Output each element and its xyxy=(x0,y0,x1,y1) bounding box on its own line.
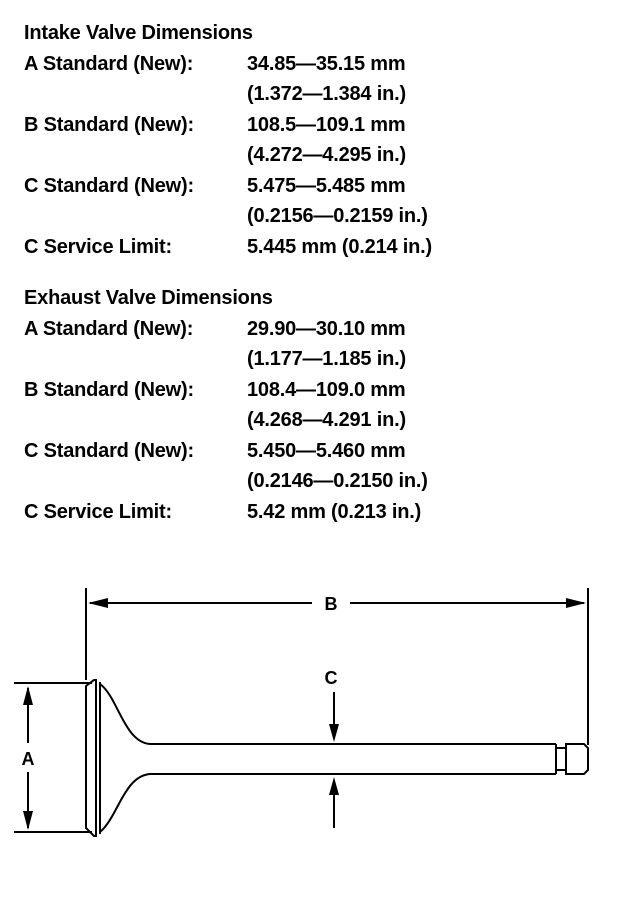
spec-value: 108.5—109.1 mm xyxy=(247,113,406,136)
spec-label: C Standard (New): xyxy=(24,439,194,462)
intake-heading: Intake Valve Dimensions xyxy=(24,22,253,44)
dimension-c xyxy=(325,668,340,828)
spec-value: 108.4—109.0 mm xyxy=(247,378,406,401)
intake-row xyxy=(24,201,624,232)
spec-label xyxy=(24,79,247,110)
spec-label: C Service Limit: xyxy=(24,235,172,258)
spec-label: B Standard (New): xyxy=(24,378,194,401)
spec-value: 5.42 mm (0.213 in.) xyxy=(247,500,422,523)
exhaust-row xyxy=(24,497,624,528)
dimension-b xyxy=(88,594,586,614)
valve-spec-sheet xyxy=(24,18,624,548)
intake-row xyxy=(24,49,624,80)
valve-outline xyxy=(86,680,588,836)
exhaust-section xyxy=(24,283,624,527)
dimension-b-label: B xyxy=(324,594,338,614)
arrow-down-icon xyxy=(329,724,339,742)
spec-value: (4.268—4.291 in.) xyxy=(247,409,406,431)
dimension-a-label: A xyxy=(21,749,35,769)
intake-row xyxy=(24,110,624,141)
exhaust-heading: Exhaust Valve Dimensions xyxy=(24,287,273,309)
spec-value: (1.372—1.384 in.) xyxy=(247,83,406,105)
arrow-up-icon xyxy=(329,777,339,795)
spec-label: A Standard (New): xyxy=(24,317,194,340)
spec-value: 5.450—5.460 mm xyxy=(247,439,406,462)
spec-value: 29.90—30.10 mm xyxy=(247,317,406,340)
dimension-a xyxy=(22,686,35,830)
dimension-c-label: C xyxy=(324,668,338,688)
spec-label xyxy=(24,201,247,232)
spec-value: (4.272—4.295 in.) xyxy=(247,144,406,166)
spec-label: C Standard (New): xyxy=(24,174,194,197)
spec-label: A Standard (New): xyxy=(24,52,194,75)
arrow-up-icon xyxy=(23,686,33,705)
spec-label xyxy=(24,140,247,171)
intake-row xyxy=(24,79,624,110)
spec-label xyxy=(24,344,247,375)
arrow-right-icon xyxy=(566,598,586,608)
exhaust-row xyxy=(24,314,624,345)
spec-label xyxy=(24,466,247,497)
exhaust-row xyxy=(24,375,624,406)
spec-label: B Standard (New): xyxy=(24,113,194,136)
intake-row xyxy=(24,171,624,202)
spec-label: C Service Limit: xyxy=(24,500,172,523)
exhaust-row xyxy=(24,466,624,497)
exhaust-row xyxy=(24,405,624,436)
exhaust-row xyxy=(24,436,624,467)
exhaust-row xyxy=(24,344,624,375)
arrow-left-icon xyxy=(88,598,108,608)
spec-value: 34.85—35.15 mm xyxy=(247,52,406,75)
intake-row xyxy=(24,232,624,263)
spec-value: (0.2156—0.2159 in.) xyxy=(247,205,428,227)
arrow-down-icon xyxy=(23,811,33,830)
spec-label xyxy=(24,405,247,436)
spec-value: (1.177—1.185 in.) xyxy=(247,348,406,370)
valve-diagram xyxy=(0,570,640,890)
spec-value: (0.2146—0.2150 in.) xyxy=(247,470,428,492)
spec-value: 5.475—5.485 mm xyxy=(247,174,406,197)
spec-value: 5.445 mm (0.214 in.) xyxy=(247,235,432,258)
intake-section xyxy=(24,18,624,262)
intake-row xyxy=(24,140,624,171)
